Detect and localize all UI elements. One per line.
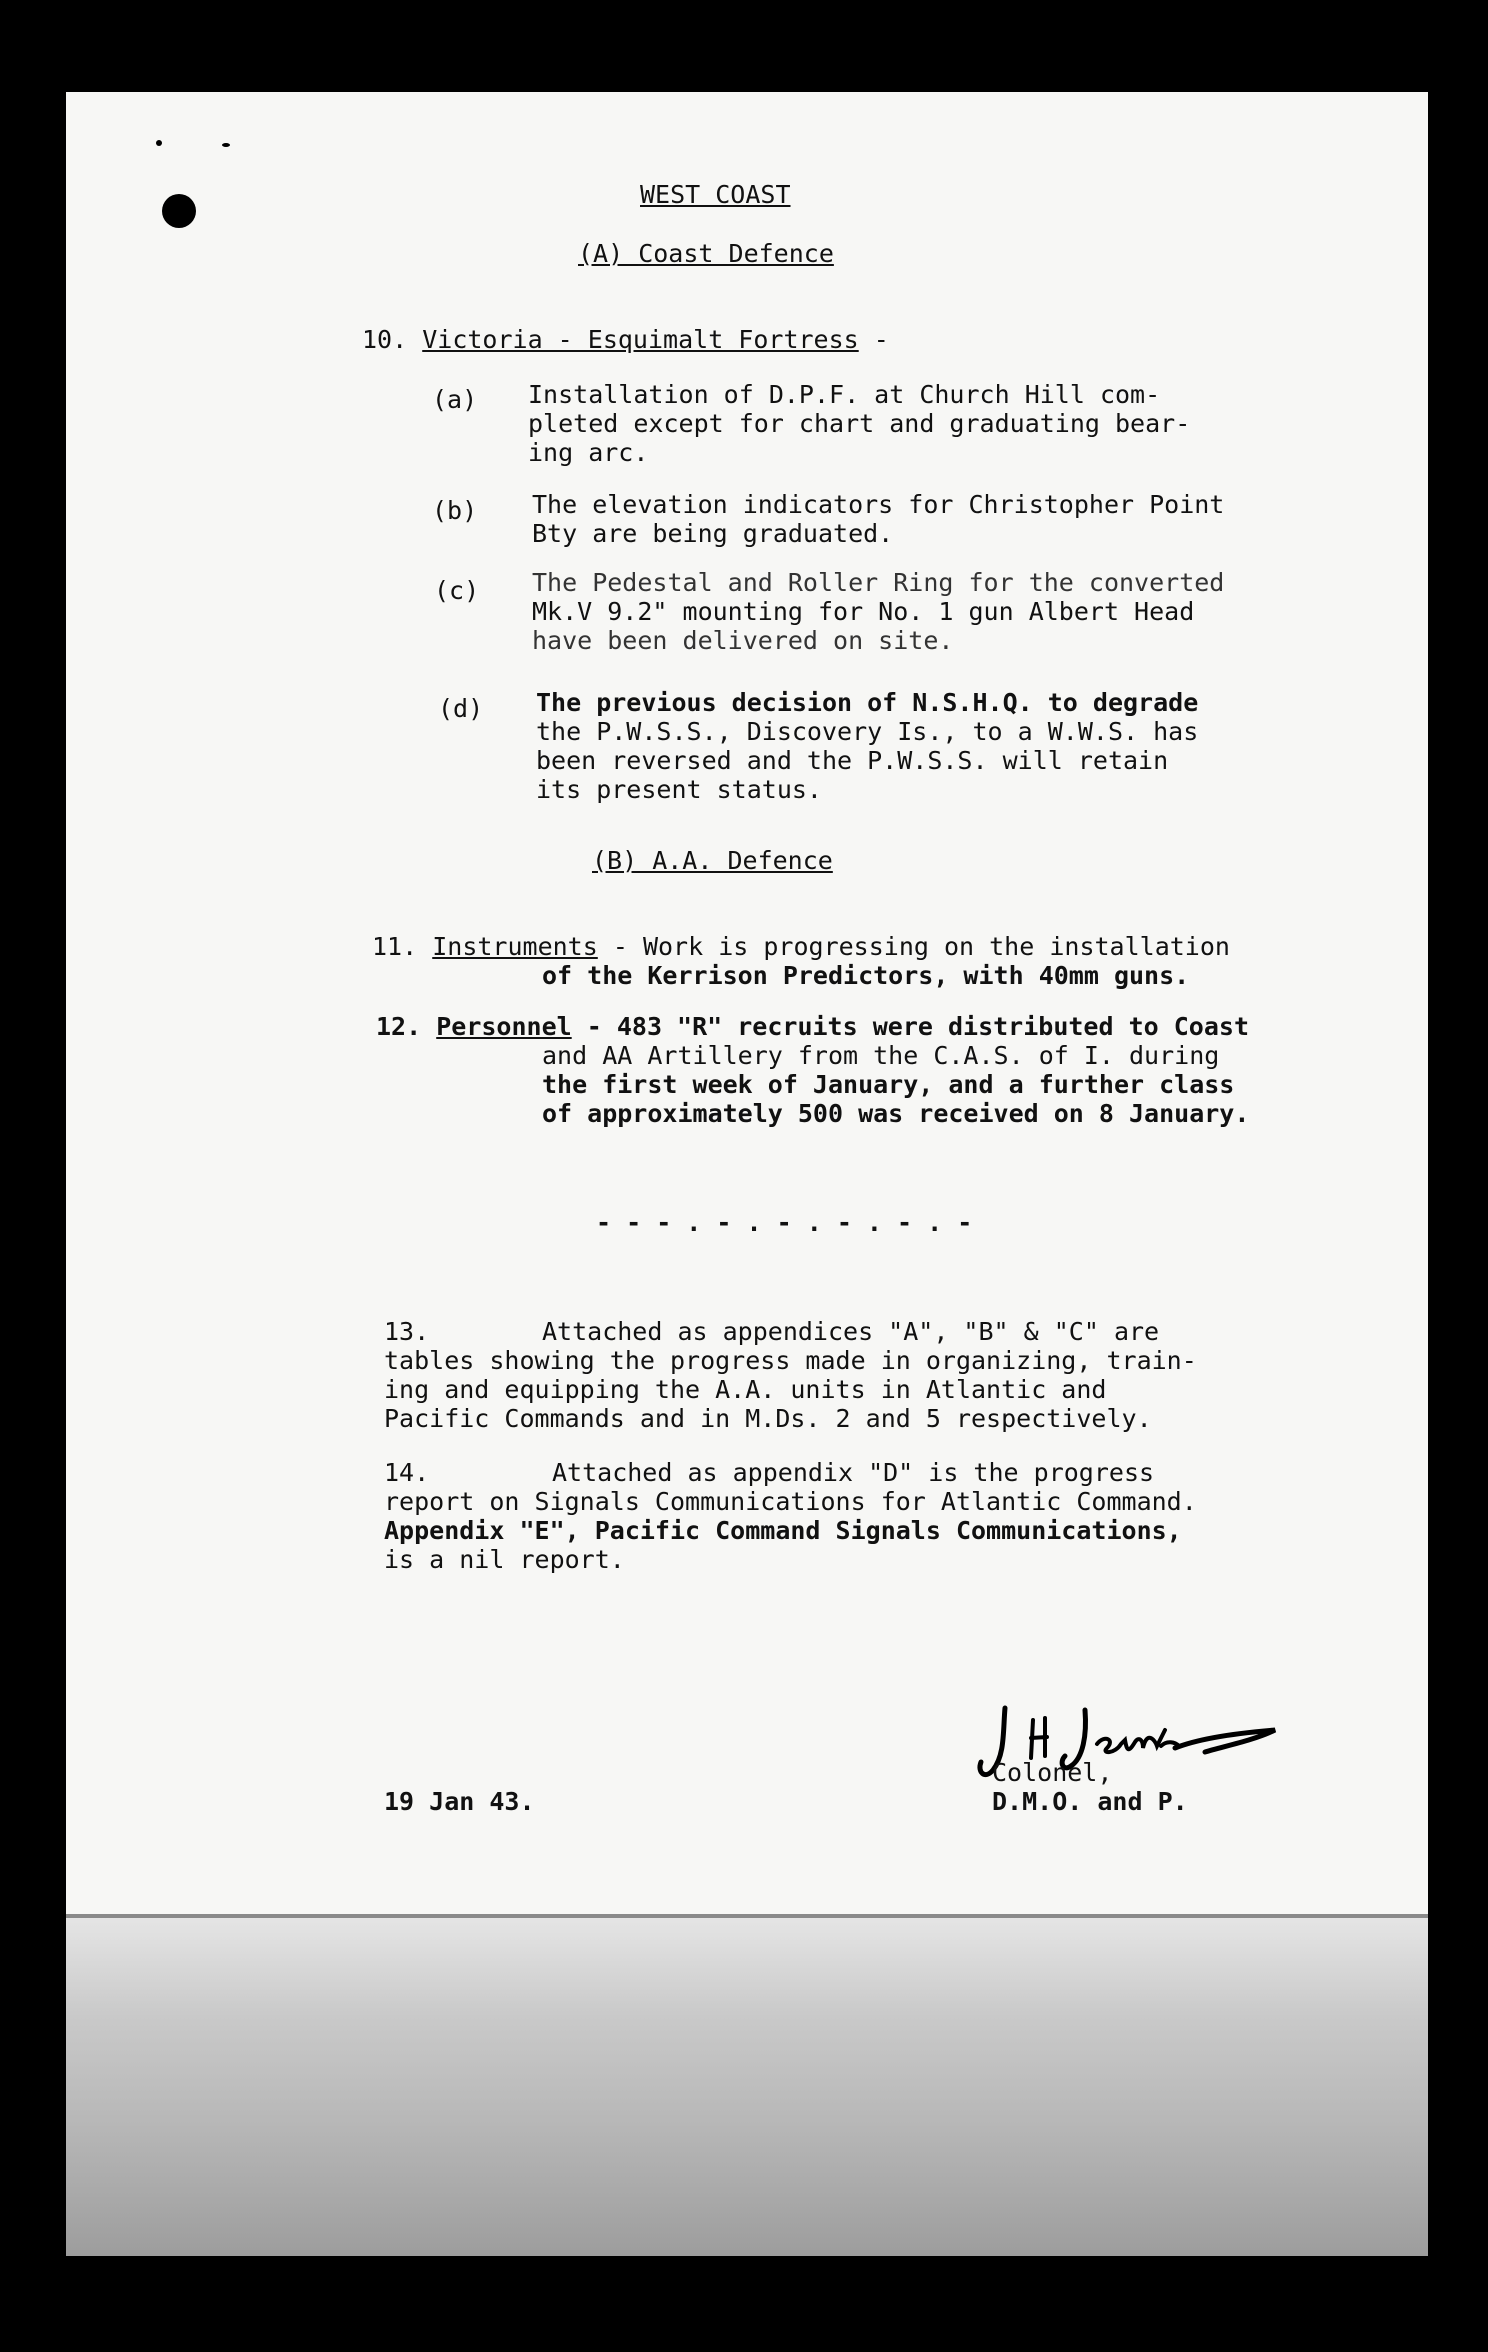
item-13-line-4: Pacific Commands and in M.Ds. 2 and 5 respectively. [384,1404,1152,1433]
item-12-line-4: of approximately 500 was received on 8 January. [542,1099,1250,1128]
section-b-heading [592,846,833,875]
item-10-number: 10. [362,325,408,354]
signatory-rank: Colonel, [992,1758,1113,1787]
document-date: 19 Jan 43. [384,1787,535,1816]
item-12-title: Personnel [436,1012,572,1041]
item-10a-line-2: pleted except for chart and graduating bear- [528,409,1191,438]
item-10-heading [362,325,889,354]
item-10c-line-2: Mk.V 9.2" mounting for No. 1 gun Albert Head [532,597,1195,626]
item-10a-line-1: Installation of D.P.F. at Church Hill com- [528,380,1161,409]
item-13-line-3: ing and equipping the A.A. units in Atlantic and [384,1375,1107,1404]
item-10c-line-3: have been delivered on site. [532,626,954,655]
section-b-label: (B) A.A. Defence [592,846,833,875]
item-14-line-4: is a nil report. [384,1545,625,1574]
item-10b-label: (b) [432,496,478,525]
item-10d-line-3: been reversed and the P.W.S.S. will retain [536,746,1169,775]
signatory-appointment: D.M.O. and P. [992,1787,1188,1816]
item-12-line-1 [376,1012,1249,1041]
item-11-number: 11. [372,932,418,961]
separator-line: - - - . - . - . - . - . - [596,1208,973,1237]
item-11-line-2: of the Kerrison Predictors, with 40mm guns. [542,961,1190,990]
item-10d-line-2: the P.W.S.S., Discovery Is., to a W.W.S. has [536,717,1199,746]
item-10a-line-3: ing arc. [528,438,649,467]
item-10d-label: (d) [438,694,484,723]
section-a-label: (A) Coast Defence [578,239,834,268]
item-12-line-2: and AA Artillery from the C.A.S. of I. during [542,1041,1220,1070]
item-12-line-3: the first week of January, and a further class [542,1070,1235,1099]
speck [222,143,230,147]
item-12-number: 12. [376,1012,422,1041]
item-13-line-1: Attached as appendices "A", "B" & "C" are [542,1317,1160,1346]
item-14-line-2: report on Signals Communications for Atlantic Command. [384,1487,1197,1516]
item-10b-line-1: The elevation indicators for Christopher Point [532,490,1225,519]
item-10c-line-1: The Pedestal and Roller Ring for the converted [532,568,1225,597]
speck [156,140,162,146]
item-10a-label: (a) [432,385,478,414]
item-10d-line-4: its present status. [536,775,822,804]
item-13-number: 13. [384,1317,430,1346]
item-11-line-1 [372,932,1230,961]
section-a-heading [578,239,834,268]
item-10d-line-1: The previous decision of N.S.H.Q. to degrade [536,688,1199,717]
item-11-text-1: - Work is progressing on the installation [597,932,1230,961]
item-13-line-2: tables showing the progress made in organizing, train- [384,1346,1197,1375]
item-10b-line-2: Bty are being graduated. [532,519,894,548]
item-10c-label: (c) [434,576,480,605]
item-14-line-1: Attached as appendix "D" is the progress [552,1458,1155,1487]
item-12-text-1: - 483 "R" recruits were distributed to Coast [571,1012,1249,1041]
item-11-title: Instruments [432,932,598,961]
document-title: WEST COAST [640,180,791,209]
punch-hole [162,194,196,228]
item-14-number: 14. [384,1458,430,1487]
item-10-dash: - [858,325,889,354]
item-10-title: Victoria - Esquimalt Fortress [422,325,859,354]
scan-shadow-band [66,1914,1428,2256]
item-14-line-3: Appendix "E", Pacific Command Signals Communications, [384,1516,1182,1545]
